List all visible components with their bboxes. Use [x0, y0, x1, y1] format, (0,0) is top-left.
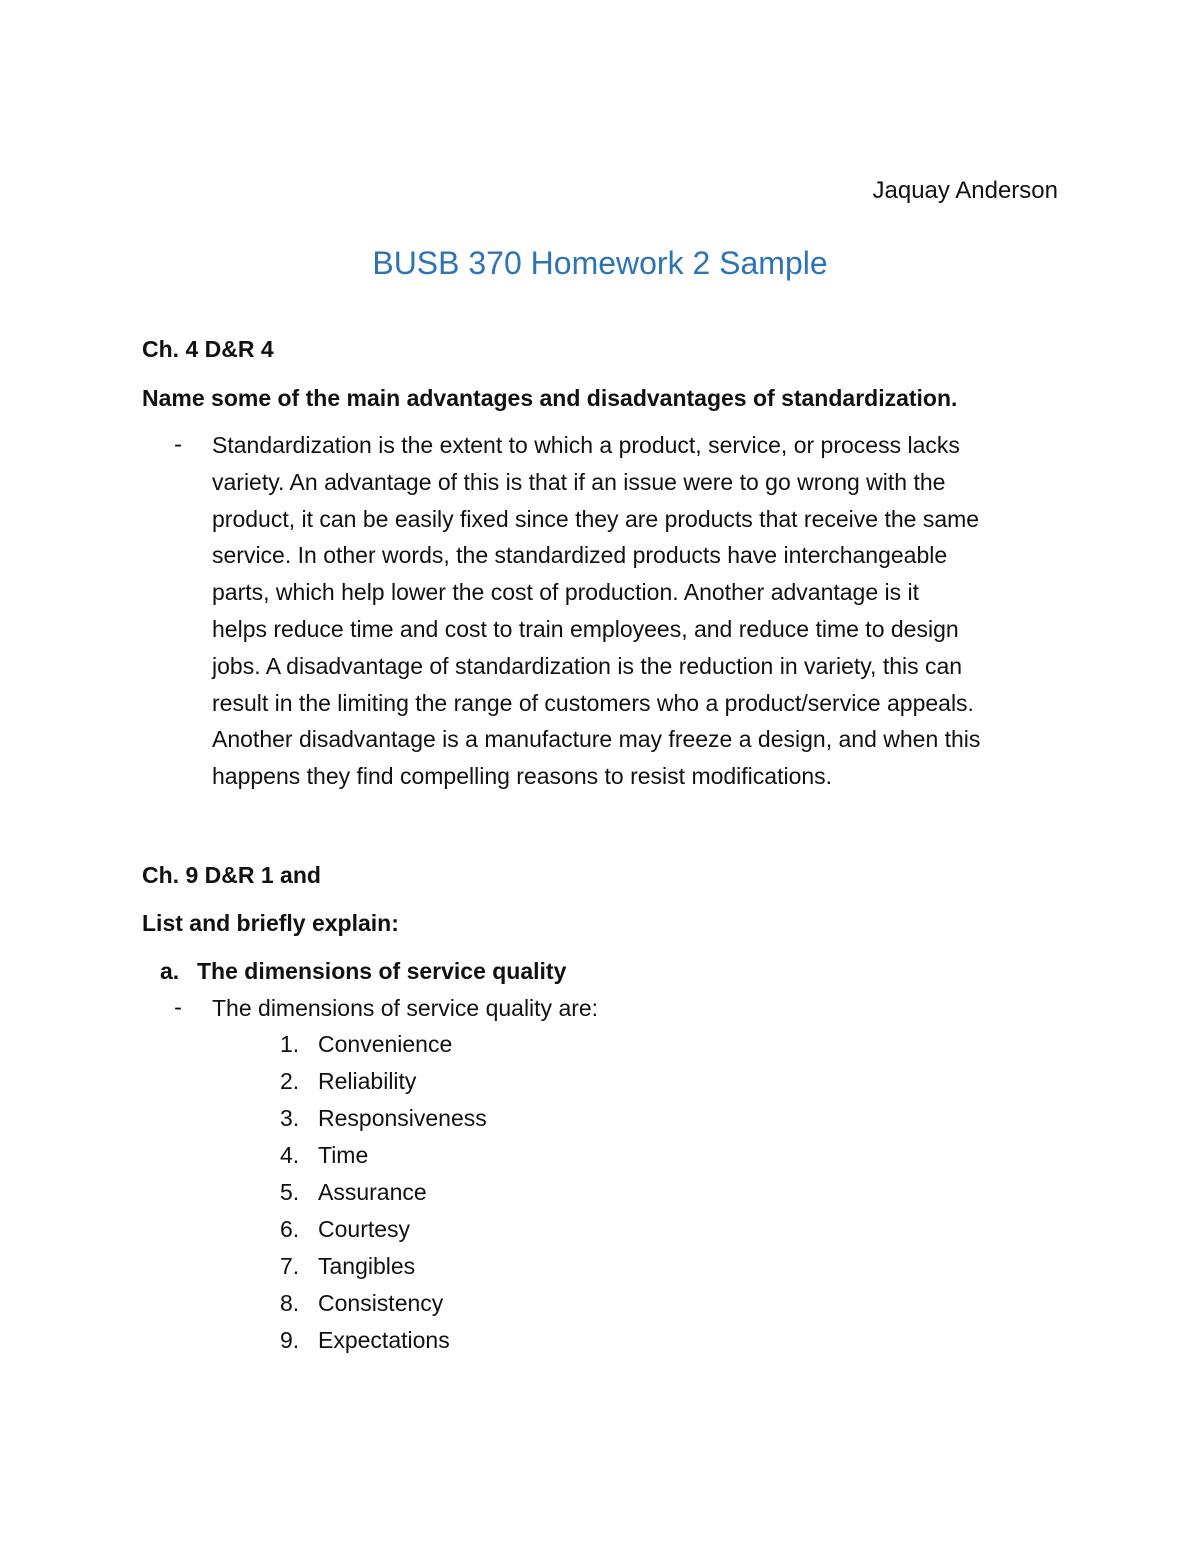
sub-item-title: The dimensions of service quality [197, 958, 567, 984]
list-item-number: 4. [280, 1142, 300, 1168]
instruction-ch9: List and briefly explain: [142, 910, 399, 936]
answer-line: variety. An advantage of this is that if an issue were to go wrong with the [212, 468, 946, 495]
sub-item-letter: a. [160, 958, 180, 984]
dimensions-list [280, 1026, 487, 1359]
author-name: Jaquay Anderson [872, 177, 1058, 204]
section-heading-ch9: Ch. 9 D&R 1 and [142, 862, 321, 888]
list-item-number: 2. [280, 1068, 300, 1094]
question-ch4: Name some of the main advantages and disadvantages of standardization. [142, 385, 958, 411]
list-item-number: 3. [280, 1105, 300, 1131]
section-heading-ch4: Ch. 4 D&R 4 [142, 336, 274, 362]
list-item [280, 1174, 487, 1211]
list-item-label: Assurance [318, 1179, 427, 1205]
list-item-label: Expectations [318, 1327, 450, 1353]
list-item [280, 1063, 487, 1100]
list-item-number: 8. [280, 1290, 300, 1316]
list-item [280, 1285, 487, 1322]
list-item-label: Tangibles [318, 1253, 416, 1279]
answer-line: happens they find compelling reasons to resist modifications. [212, 763, 833, 790]
list-item [280, 1026, 487, 1063]
list-item [280, 1248, 487, 1285]
answer-line: parts, which help lower the cost of production. Another advantage is it [212, 579, 920, 606]
list-item [280, 1137, 487, 1174]
dimensions-bullet: - [174, 994, 182, 1021]
list-item-label: Reliability [318, 1068, 417, 1094]
answer-line: Standardization is the extent to which a product, service, or process lacks [212, 432, 960, 458]
list-item-number: 7. [280, 1253, 300, 1279]
list-item-label: Consistency [318, 1290, 444, 1316]
list-item [280, 1322, 487, 1359]
list-item-number: 6. [280, 1216, 300, 1242]
list-item-label: Convenience [318, 1031, 453, 1057]
answer-bullet: - [174, 431, 182, 458]
document-title: BUSB 370 Homework 2 Sample [372, 245, 828, 281]
list-item-label: Responsiveness [318, 1105, 487, 1131]
answer-line: Another disadvantage is a manufacture may freeze a design, and when this [212, 726, 981, 753]
answer-line: product, it can be easily fixed since they are products that receive the same [212, 505, 980, 532]
answer-line: jobs. A disadvantage of standardization is the reduction in variety, this can [212, 652, 963, 679]
list-item [280, 1100, 487, 1137]
dimensions-intro: The dimensions of service quality are: [212, 995, 599, 1021]
answer-line: result in the limiting the range of customers who a product/service appeals. [212, 689, 974, 716]
answer-paragraph [212, 427, 1072, 795]
list-item [280, 1211, 487, 1248]
list-item-number: 5. [280, 1179, 300, 1205]
answer-line: helps reduce time and cost to train employees, and reduce time to design [212, 615, 959, 642]
list-item-number: 1. [280, 1031, 300, 1057]
answer-line: service. In other words, the standardized products have interchangeable [212, 542, 948, 569]
list-item-label: Courtesy [318, 1216, 411, 1242]
list-item-number: 9. [280, 1327, 300, 1353]
list-item-label: Time [318, 1142, 369, 1168]
